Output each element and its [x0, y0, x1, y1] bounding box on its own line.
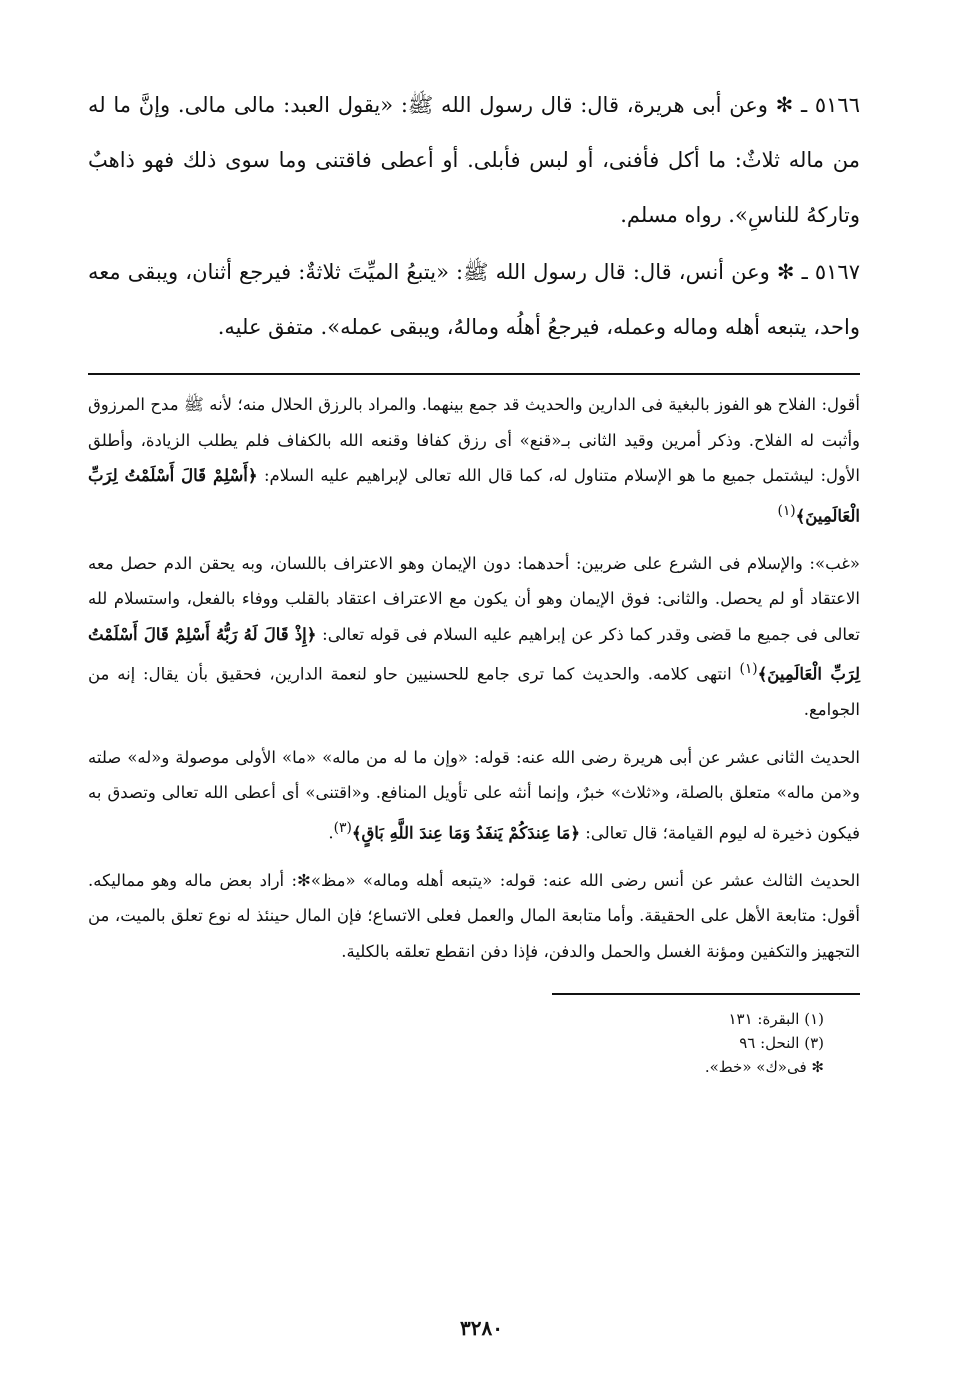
commentary-text: الحديث الثانى عشر عن أبى هريرة رضى الله عنه: قوله: «وإن ما له من ماله» «ما» الأولى موصولة و«له» صلته و«من ماله» متعلق بالصلة، و«ثلاث» خبرٌ، وإنما أنثه على تأويل المنافع. و«اقتنى» أى أعطى الله تعالى وتصدق به فيكون ذخيرة له ليوم القيامة؛ قال تعالى:: [88, 747, 860, 842]
commentary-paragraph: [88, 387, 860, 534]
commentary-text: أقول: الفلاح هو الفوز بالبغية فى الدارين والحديث قد جمع بينهما. والمراد بالرزق الحلال منه؛ لأنه ﷺ مدح المرزوق وأثبت له الفلاح. وذكر أمرين وقيد الثانى بـ«قنع» أى رزق كفافا وقنعه الله بالكفاف فلم يطلب الزيادة، وأطلق الأول: ليشتمل جميع ما هو الإسلام متناول له، كما قال الله تعالى لإبراهيم عليه السلام:: [88, 395, 860, 485]
footnote: (١) البقرة: ١٣١: [728, 1010, 824, 1028]
commentary-text: انتهى كلامه. والحديث كما ترى جامع للحسنيين حاو لنعمة الدارين، فحقيق بأن يقال: إنه من الجوامع.: [88, 664, 860, 719]
commentary-text: «غب»: والإسلام فى الشرع على ضربين: أحدهما: دون الإيمان وهو الاعتراف باللسان، وبه يحقن الدم حصل معه الاعتقاد أو لم يحصل. والثانى: فوق الإيمان وهو أن يكون مع الاعتراف اعتقاد بالقلب ووفاء بالفعل، واستسلام لله تعالى فى جميع ما قضى وقدر كما ذكر عن إبراهيم عليه السلام فى قوله تعالى:: [88, 553, 860, 644]
footnotes: [88, 1007, 860, 1079]
hadith-5167: ٥١٦٧ ـ ✻ وعن أنس، قال: قال رسول الله ﷺ: «يتبعُ الميِّتَ ثلاثةٌ: فيرجع أثنان، ويبقى معه واحد، يتبعه أهله وماله وعمله، فيرجعُ أهلُه ومالهُ، ويبقى عمله». متفق عليه.: [88, 260, 860, 339]
footnote: ✻ فى«ك» «خط».: [704, 1058, 824, 1076]
footnote-ref: (١): [777, 502, 796, 519]
quran-quote: ﴿مَا عِندَكُمْ يَنفَدُ وَمَا عِندَ اللَّهِ بَاقٍ﴾: [351, 823, 581, 842]
hadith-5166: ٥١٦٦ ـ ✻ وعن أبى هريرة، قال: قال رسول الله ﷺ: «يقول العبد: مالى مالى. وإنَّ ما له من ماله ثلاثٌ: ما أكل فأفنى، أو لبس فأبلى. أو أعطى فاقتنى وما سوى ذلك فهو ذاهبٌ وتاركهُ للناسِ». رواه مسلم.: [88, 93, 860, 227]
commentary-text: الحديث الثالث عشر عن أنس رضى الله عنه: قوله: «يتبعه أهله وماله» «مظ»✻: أراد بعض ماله وهو مماليكه. أقول: متابعة الأهل على الحقيقة. وأما متابعة المال والعمل فعلى الاتساع؛ فإن المال حينئذ له نوع تعلق بالميت، من التجهيز والتكفين ومؤنة الغسل والحمل والدفن، فإذا دفن انقطع تعلقه بالكلية.: [88, 870, 860, 961]
footnote-ref: (٣): [333, 819, 352, 836]
commentary-paragraph: [88, 546, 860, 728]
footnote: (٣) النحل: ٩٦: [739, 1034, 824, 1052]
page-content: [88, 78, 860, 1079]
page-number: ٣٢٨٠: [460, 1316, 503, 1340]
commentary-text: .: [328, 823, 334, 842]
quran-quote: ﴿أَسْلِمْ قَالَ أَسْلَمْتُ لِرَبِّ الْعَالَمِينَ﴾: [88, 466, 860, 525]
commentary-paragraph: [88, 863, 860, 970]
quran-quote: ﴿إِذْ قَالَ لَهُ رَبُّهُ أَسْلِمْ قَالَ أَسْلَمْتُ لِرَبِّ الْعَالَمِينَ﴾: [88, 624, 860, 684]
hadith-section: [88, 78, 860, 355]
commentary-paragraph: [88, 740, 860, 851]
footnote-divider: [552, 993, 860, 995]
footnote-ref: (١): [739, 661, 758, 677]
section-divider: [88, 373, 860, 375]
commentary-section: [88, 387, 860, 969]
